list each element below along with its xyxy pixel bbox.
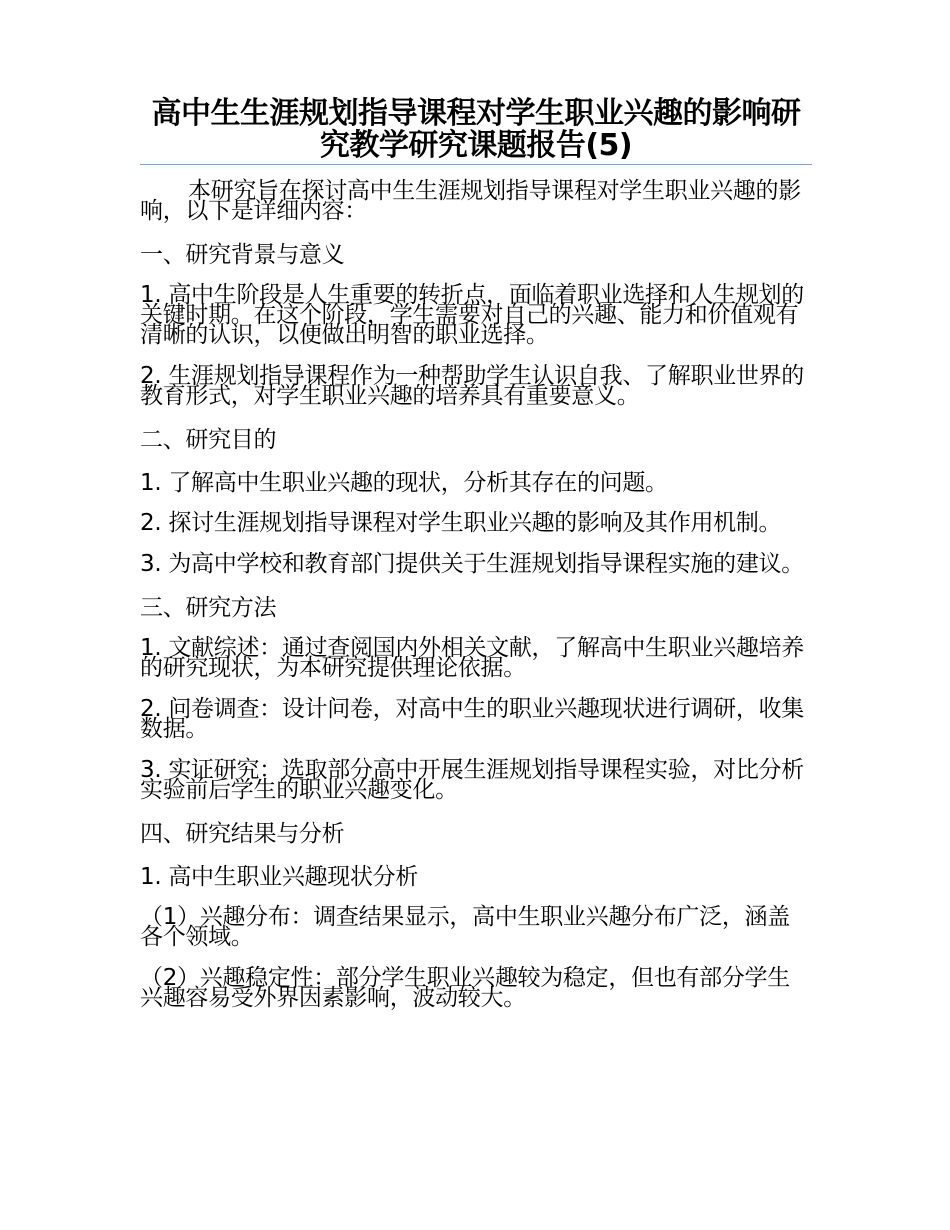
section-heading-results: 四、研究结果与分析 <box>140 821 345 847</box>
results-item-1: 1. 高中生职业兴趣现状分析 <box>140 864 419 890</box>
background-item-2: 2. 生涯规划指导课程作为一种帮助学生认识自我、了解职业世界的教育形式，对学生职业兴趣的培养具有重要意义。 <box>140 363 804 409</box>
section-heading-methods: 三、研究方法 <box>140 595 277 621</box>
methods-item-1: 1. 文献综述：通过查阅国内外相关文献，了解高中生职业兴趣培养的研究现状，为本研究提供理论依据。 <box>140 635 804 681</box>
section-heading-purpose: 二、研究目的 <box>140 427 277 453</box>
methods-item-3: 3. 实证研究：选取部分高中开展生涯规划指导课程实验，对比分析实验前后学生的职业兴趣变化。 <box>140 757 804 803</box>
background-item-1: 1. 高中生阶段是人生重要的转折点，面临着职业选择和人生规划的关键时期。在这个阶段，学生需要对自己的兴趣、能力和价值观有清晰的认识，以便做出明智的职业选择。 <box>140 282 804 348</box>
document-title: 高中生生涯规划指导课程对学生职业兴趣的影响研究教学研究课题报告(5) <box>151 96 801 163</box>
document-page <box>140 0 812 1029</box>
purpose-item-3: 3. 为高中学校和教育部门提供关于生涯规划指导课程实施的建议。 <box>140 551 804 577</box>
purpose-item-2: 2. 探讨生涯规划指导课程对学生职业兴趣的影响及其作用机制。 <box>140 510 782 536</box>
section-heading-background: 一、研究背景与意义 <box>140 242 345 268</box>
purpose-item-1: 1. 了解高中生职业兴趣的现状，分析其存在的问题。 <box>140 470 668 496</box>
title-underline <box>140 164 812 165</box>
document-body <box>140 178 812 1011</box>
results-subitem-2: （2）兴趣稳定性：部分学生职业兴趣较为稳定，但也有部分学生兴趣容易受外界因素影响，波动较大。 <box>140 965 790 1011</box>
results-subitem-1: （1）兴趣分布：调查结果显示，高中生职业兴趣分布广泛，涵盖各个领域。 <box>140 904 790 950</box>
intro-paragraph: 本研究旨在探讨高中生生涯规划指导课程对学生职业兴趣的影响，以下是详细内容： <box>140 178 801 224</box>
methods-item-2: 2. 问卷调查：设计问卷，对高中生的职业兴趣现状进行调研，收集数据。 <box>140 696 804 742</box>
